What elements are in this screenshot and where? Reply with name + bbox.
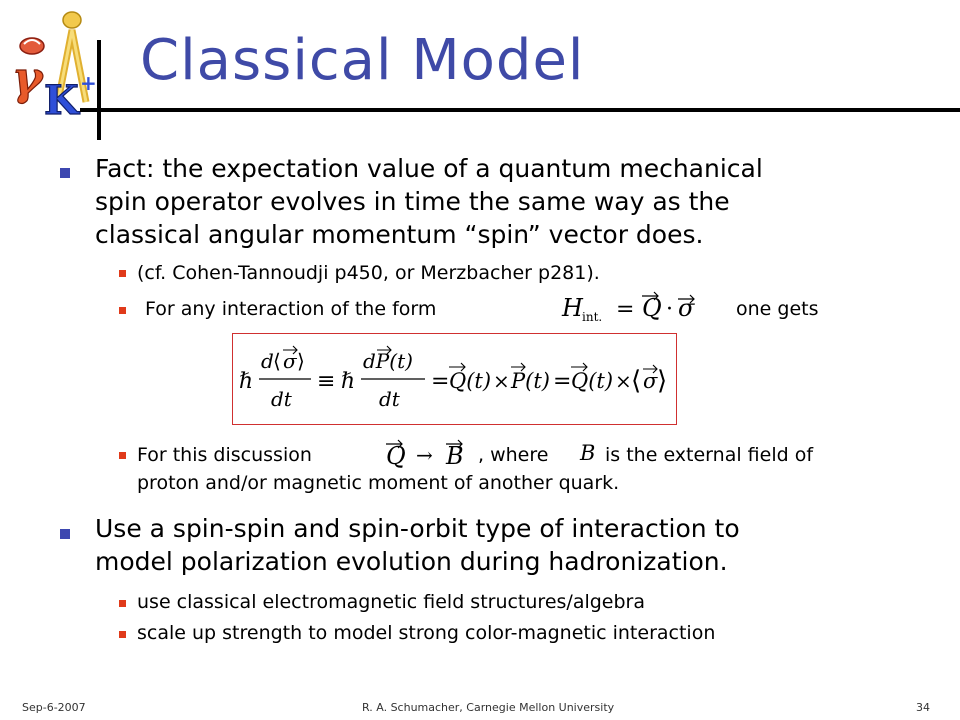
svg-text:d: d: [261, 349, 274, 373]
svg-text:int.: int.: [582, 310, 603, 324]
svg-text:⟨: ⟨: [273, 349, 281, 373]
sub-bullet-icon: [119, 452, 126, 459]
bullet-square-icon: [60, 168, 70, 178]
b-symbol: B: [580, 441, 596, 465]
sub-em-text: use classical electromagnetic field structures/algebra: [137, 591, 645, 613]
svg-text:Q: Q: [386, 442, 406, 470]
svg-text:Q: Q: [642, 294, 662, 322]
svg-text:Q(t): Q(t): [449, 369, 492, 393]
svg-text:σ: σ: [678, 294, 695, 322]
svg-text:⟩: ⟩: [657, 366, 668, 396]
svg-text:B: B: [446, 442, 464, 470]
discussion-text-post: is the external field of: [605, 444, 814, 466]
fact-text-line1: Fact: the expectation value of a quantum mechanical: [95, 154, 763, 183]
svg-text:·: ·: [666, 297, 673, 322]
svg-text:×: ×: [493, 369, 510, 393]
interaction-formula: [558, 286, 718, 326]
sub-bullet-icon: [119, 631, 126, 638]
footer-page-number: 34: [916, 701, 930, 714]
discussion-text-mid: , where: [478, 444, 549, 466]
svg-text:=: =: [616, 297, 635, 322]
q-to-b-formula: [384, 432, 476, 472]
svg-text:⟩: ⟩: [297, 349, 305, 373]
svg-text:=: =: [431, 369, 450, 394]
logo-plus: +: [80, 71, 97, 95]
svg-text:ℏ: ℏ: [341, 369, 356, 394]
title-horizontal-rule: [80, 108, 960, 112]
svg-text:=: =: [553, 369, 572, 394]
use-text-line1: Use a spin-spin and spin-orbit type of interaction to: [95, 514, 740, 543]
svg-text:dt: dt: [271, 387, 292, 411]
interaction-text-post: one gets: [736, 298, 819, 320]
bullet-square-icon: [60, 529, 70, 539]
use-text-line2: model polarization evolution during hadronization.: [95, 547, 728, 576]
title-vertical-rule: [97, 40, 101, 140]
fact-text-line3: classical angular momentum “spin” vector does.: [95, 220, 704, 249]
svg-text:dP(t): dP(t): [363, 349, 413, 373]
spin-evolution-equation: [233, 334, 675, 423]
svg-text:≡: ≡: [317, 369, 336, 394]
svg-text:→: →: [416, 443, 433, 467]
fact-text-line2: spin operator evolves in time the same way as the: [95, 187, 730, 216]
footer-date: Sep-6-2007: [22, 701, 86, 714]
gamma-k-lambda-logo: [6, 6, 98, 118]
slide-title: Classical Model: [140, 28, 585, 93]
sub-bullet-icon: [119, 270, 126, 277]
logo-k: K: [44, 77, 79, 118]
sub-bullet-icon: [119, 600, 126, 607]
logo-gamma: γ: [12, 51, 43, 105]
sub-bullet-icon: [119, 307, 126, 314]
svg-text:Q(t): Q(t): [571, 369, 614, 393]
footer-author: R. A. Schumacher, Carnegie Mellon University: [362, 701, 615, 714]
svg-text:σ: σ: [283, 349, 297, 373]
svg-text:×: ×: [615, 369, 632, 393]
equation-box: [232, 333, 677, 425]
svg-text:⟨: ⟨: [631, 366, 642, 396]
interaction-text-pre: For any interaction of the form: [145, 298, 437, 320]
sub-scale-text: scale up strength to model strong color-magnetic interaction: [137, 622, 716, 644]
discussion-text-pre: For this discussion: [137, 444, 312, 466]
svg-text:ℏ: ℏ: [239, 369, 254, 394]
svg-text:dt: dt: [379, 387, 400, 411]
svg-text:H: H: [562, 294, 583, 322]
svg-text:P(t): P(t): [511, 369, 550, 393]
cf-text: (cf. Cohen-Tannoudji p450, or Merzbacher p281).: [137, 262, 600, 284]
discussion-text-line2: proton and/or magnetic moment of another quark.: [137, 472, 620, 494]
svg-text:σ: σ: [643, 369, 658, 393]
